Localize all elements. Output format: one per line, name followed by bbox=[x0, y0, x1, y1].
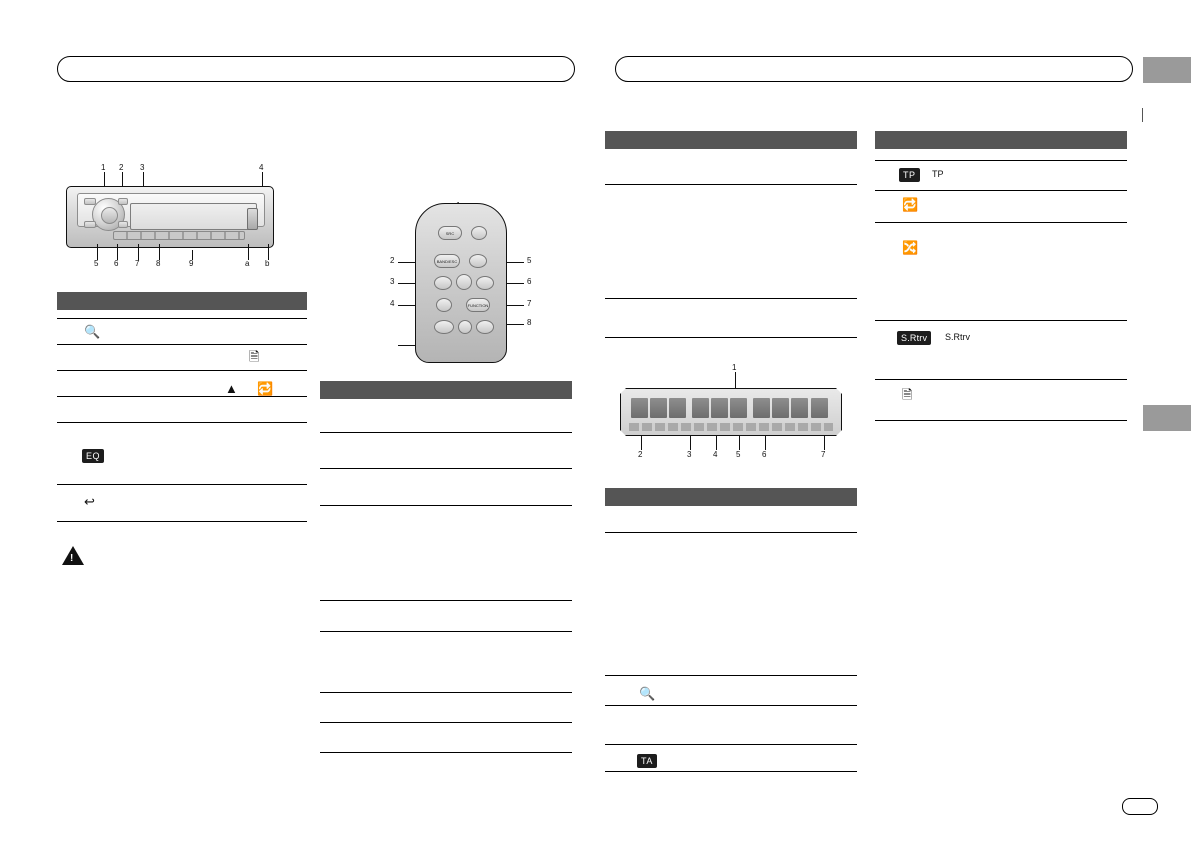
callout-number-11: b bbox=[265, 259, 270, 268]
right-a-table-title-bar bbox=[605, 131, 857, 149]
face-button-top-right bbox=[118, 198, 128, 205]
display-callout-2: 3 bbox=[687, 450, 692, 459]
middle-table-title-bar bbox=[320, 381, 572, 399]
left-table-rule-1 bbox=[57, 318, 307, 319]
list-icon: 🗎 bbox=[249, 349, 260, 364]
callout-leader-5 bbox=[97, 244, 98, 260]
lcd-panel bbox=[620, 388, 842, 436]
repeat-icon: 🔁 bbox=[902, 197, 919, 212]
remote-right-arrow-button[interactable] bbox=[476, 276, 494, 290]
remote-callout-l1: 2 bbox=[390, 256, 395, 265]
right-page-header-capsule bbox=[615, 56, 1133, 82]
right-b-row-5-label: S.Rtrv bbox=[945, 332, 971, 342]
remote-leader-l1 bbox=[398, 262, 416, 263]
middle-rule-8 bbox=[320, 752, 572, 753]
middle-rule-6 bbox=[320, 692, 572, 693]
right-b-table-title-bar bbox=[875, 131, 1127, 149]
middle-rule-4 bbox=[320, 600, 572, 601]
remote-callout-r4: 8 bbox=[527, 318, 532, 327]
display-leader-1 bbox=[641, 436, 642, 450]
left-table-rule-2 bbox=[57, 344, 307, 345]
right-a-bottom-rule-4 bbox=[605, 744, 857, 745]
margin-tick-mark bbox=[1142, 108, 1143, 122]
repeat-icon: 🔁 bbox=[257, 381, 274, 396]
s-rtrv-badge: S.Rtrv bbox=[897, 331, 931, 345]
remote-audio-button[interactable] bbox=[436, 298, 452, 312]
remote-body bbox=[415, 203, 507, 363]
callout-number-5: 5 bbox=[94, 259, 99, 268]
display-callout-3: 4 bbox=[713, 450, 718, 459]
head-unit-faceplate bbox=[77, 193, 265, 227]
display-leader-2 bbox=[690, 436, 691, 450]
callout-number-1: 1 bbox=[101, 163, 106, 172]
callout-leader-10 bbox=[248, 244, 249, 260]
callout-leader-7 bbox=[138, 244, 139, 260]
middle-rule-3 bbox=[320, 505, 572, 506]
right-b-rule-6 bbox=[875, 420, 1127, 421]
middle-rule-7 bbox=[320, 722, 572, 723]
callout-number-3: 3 bbox=[140, 163, 145, 172]
remote-leader-l2 bbox=[398, 283, 416, 284]
remote-band-label: BAND/ESC bbox=[436, 259, 458, 264]
callout-leader-6 bbox=[117, 244, 118, 260]
right-a-rule-3 bbox=[605, 337, 857, 338]
callout-number-6: 6 bbox=[114, 259, 119, 268]
left-table-rule-4 bbox=[57, 396, 307, 397]
right-a-bottom-rule-2 bbox=[605, 675, 857, 676]
remote-leader-r3 bbox=[506, 305, 524, 306]
up-arrow-icon: ▲ bbox=[225, 381, 238, 396]
remote-callout-l3: 4 bbox=[390, 299, 395, 308]
right-a-rule-2 bbox=[605, 298, 857, 299]
right-a-bottom-title-bar bbox=[605, 488, 857, 506]
right-b-rule-2 bbox=[875, 190, 1127, 191]
remote-leader-r1 bbox=[506, 262, 524, 263]
callout-leader-8 bbox=[159, 244, 160, 260]
left-table-rule-5 bbox=[57, 422, 307, 423]
left-page-header-capsule bbox=[57, 56, 575, 82]
display-leader-4 bbox=[739, 436, 740, 450]
remote-center-button[interactable] bbox=[456, 274, 472, 290]
remote-left-arrow-button[interactable] bbox=[434, 276, 452, 290]
callout-leader-11 bbox=[268, 244, 269, 260]
remote-function-button[interactable] bbox=[466, 298, 490, 312]
head-unit-display bbox=[130, 203, 257, 230]
display-leader-5 bbox=[765, 436, 766, 450]
right-a-bottom-rule-1 bbox=[605, 532, 857, 533]
remote-callout-r3: 7 bbox=[527, 299, 532, 308]
display-callout-6: 7 bbox=[821, 450, 826, 459]
display-callout-leader-top bbox=[735, 372, 736, 388]
display-callout-5: 6 bbox=[762, 450, 767, 459]
edge-tab-top bbox=[1143, 57, 1191, 83]
right-a-bottom-rule-3 bbox=[605, 705, 857, 706]
remote-play-pause-button[interactable] bbox=[458, 320, 472, 334]
search-icon: 🔍 bbox=[84, 324, 101, 339]
eq-icon: EQ bbox=[82, 449, 104, 463]
display-callout-4: 5 bbox=[736, 450, 741, 459]
middle-rule-2 bbox=[320, 468, 572, 469]
right-b-rule-4 bbox=[875, 320, 1127, 321]
remote-source-label: SRC bbox=[445, 231, 455, 236]
back-icon: ↩ bbox=[84, 494, 95, 509]
left-table-rule-3 bbox=[57, 370, 307, 371]
shuffle-icon: 🔀 bbox=[902, 240, 919, 255]
left-table-title-bar bbox=[57, 292, 307, 310]
callout-number-2: 2 bbox=[119, 163, 124, 172]
remote-callout-l2: 3 bbox=[390, 277, 395, 286]
right-b-rule-3 bbox=[875, 222, 1127, 223]
ta-badge: TA bbox=[637, 754, 657, 768]
search-icon: 🔍 bbox=[639, 686, 656, 701]
remote-leader-l4 bbox=[398, 345, 416, 346]
display-callout-top: 1 bbox=[732, 363, 737, 372]
remote-track-back-button[interactable] bbox=[434, 320, 454, 334]
remote-source-button[interactable] bbox=[438, 226, 462, 240]
middle-rule-1 bbox=[320, 432, 572, 433]
remote-leader-l3 bbox=[398, 305, 416, 306]
callout-number-10: a bbox=[245, 259, 250, 268]
remote-callout-r2: 6 bbox=[527, 277, 532, 286]
list-icon: 🗎 bbox=[902, 387, 913, 402]
lcd-indicator-row bbox=[629, 423, 833, 431]
remote-power-off-button[interactable] bbox=[471, 226, 487, 240]
page-number-oval bbox=[1122, 798, 1158, 815]
middle-rule-5 bbox=[320, 631, 572, 632]
remote-volume-button[interactable] bbox=[476, 320, 494, 334]
right-a-rule-1 bbox=[605, 184, 857, 185]
face-button-bottom-left bbox=[84, 221, 96, 228]
rotary-dial-core bbox=[101, 207, 118, 224]
preset-button-row bbox=[113, 231, 245, 240]
tp-badge: TP bbox=[899, 168, 920, 182]
remote-leader-r4 bbox=[506, 324, 524, 325]
remote-up-arrow-button[interactable] bbox=[469, 254, 487, 268]
display-callout-1: 2 bbox=[638, 450, 643, 459]
left-table-rule-6 bbox=[57, 484, 307, 485]
warning-exclamation: ! bbox=[70, 553, 74, 564]
right-b-rule-1 bbox=[875, 160, 1127, 161]
head-unit-body bbox=[66, 186, 274, 248]
callout-number-9: 9 bbox=[189, 259, 194, 268]
display-leader-6 bbox=[824, 436, 825, 450]
callout-number-4: 4 bbox=[259, 163, 264, 172]
remote-band-escape-button[interactable] bbox=[434, 254, 460, 268]
remote-callout-r1: 5 bbox=[527, 256, 532, 265]
eject-button bbox=[247, 208, 258, 230]
edge-tab-bottom bbox=[1143, 405, 1191, 431]
remote-leader-r2 bbox=[506, 283, 524, 284]
right-b-rule-5 bbox=[875, 379, 1127, 380]
face-button-top-left bbox=[84, 198, 96, 205]
callout-number-7: 7 bbox=[135, 259, 140, 268]
right-b-row-1-label: TP bbox=[932, 169, 944, 179]
right-a-bottom-rule-5 bbox=[605, 771, 857, 772]
callout-number-8: 8 bbox=[156, 259, 161, 268]
face-button-bottom-right bbox=[118, 221, 128, 228]
remote-function-label: FUNCTION bbox=[467, 303, 489, 308]
left-table-rule-7 bbox=[57, 521, 307, 522]
display-leader-3 bbox=[716, 436, 717, 450]
